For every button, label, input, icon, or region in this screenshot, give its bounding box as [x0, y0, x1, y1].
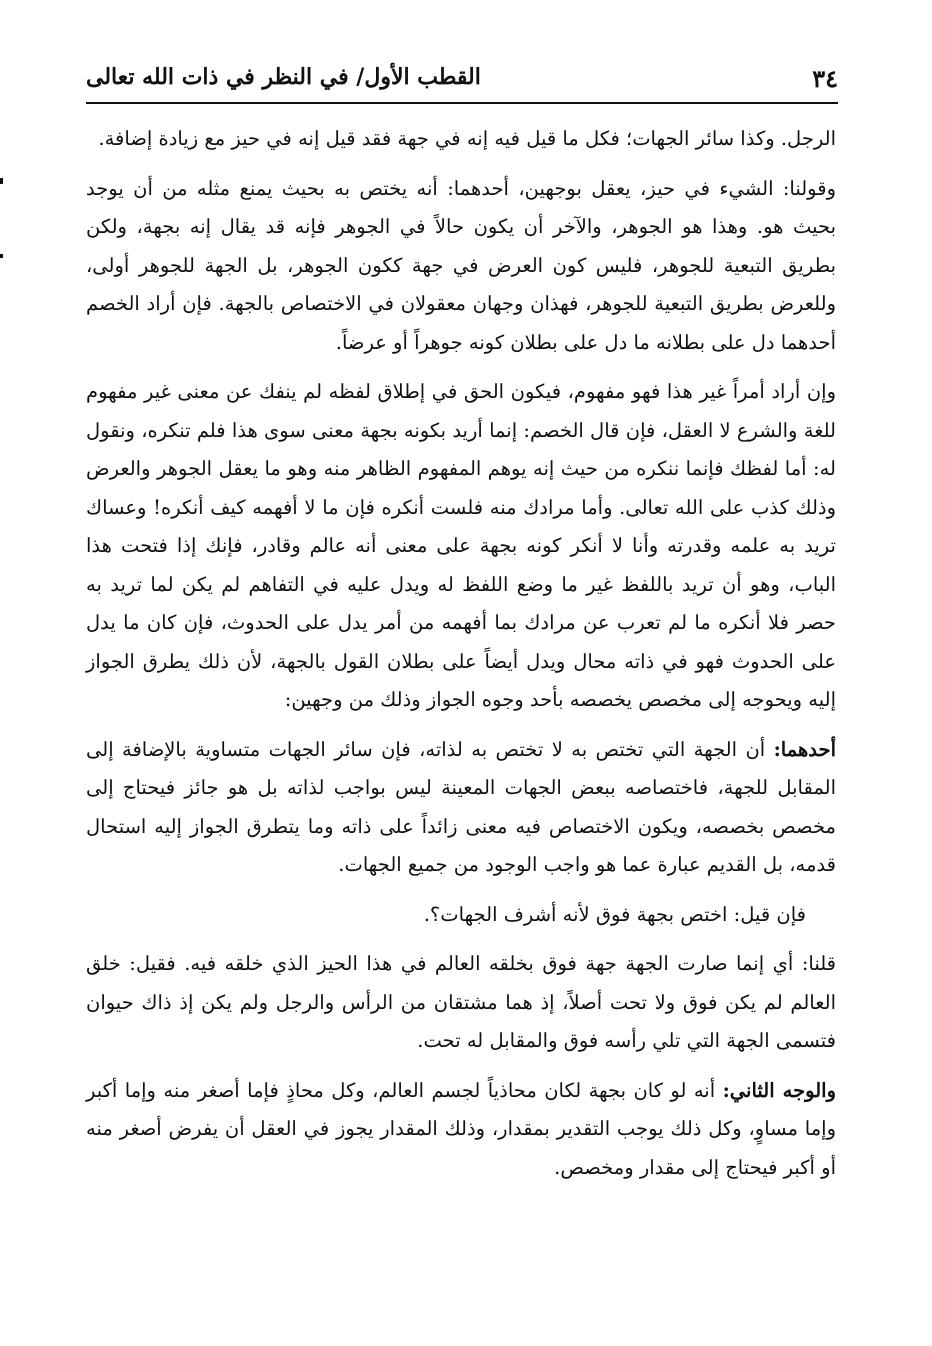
page-body: [86, 120, 836, 1198]
paragraph-4: [86, 731, 836, 885]
paragraph-text: الرجل. وكذا سائر الجهات؛ فكل ما قيل فيه إنه في جهة فقد قيل إنه في حيز مع زيادة إضافة.: [98, 127, 836, 150]
paragraph-3: [86, 373, 836, 720]
paragraph-7: [86, 1072, 836, 1188]
page-header: [86, 58, 838, 104]
paragraph-text: قلنا: أي إنما صارت الجهة جهة فوق بخلقه العالم في هذا الحيز الذي خلقه فيه. فقيل: خلق العالم لم يكن فوق ولا تحت أصلاً، إذ هما مشتقان من الرأس والرجل ولم يكن إذ ذاك حيوان فتسمى الجهة التي تلي رأسه فوق والمقابل له تحت.: [86, 952, 836, 1052]
paragraph-lead: والوجه الثاني:: [722, 1078, 837, 1102]
paragraph-text: وقولنا: الشيء في حيز، يعقل بوجهين، أحدهما: أنه يختص به بحيث يمنع مثله من أن يوجد بحيث هو. وهذا هو الجوهر، والآخر أن يكون حالاً في الجوهر فإنه قد يقال إنه بجهة، ولكن بطريق التبعية للجوهر، فليس كون العرض في جهة ككون الجوهر، بل الجهة للجوهر أولى، وللعرض بطريق التبعية للجوهر، فهذان وجهان معقولان في الاختصاص بالجهة. فإن أراد الخصم أحدهما دل على بطلانه ما دل على بطلان كونه جوهراً أو عرضاً.: [86, 176, 836, 354]
scan-edge-mark: [0, 254, 3, 258]
paragraph-text: فإن قيل: اختص بجهة فوق لأنه أشرف الجهات؟.: [423, 902, 806, 926]
paragraph-text: أن الجهة التي تختص به لا تختص به لذاته، فإن سائر الجهات متساوية بالإضافة إلى المقابل للجهة، فاختصاصه ببعض الجهات المعينة ليس بواجب لذاته بل هو جائز فيحتاج إلى مخصص بخصصه، ويكون الاختصاص فيه معنى زائداً على ذاته وما يتطرق الجواز إليه استحال قدمه، بل القديم عبارة عما هو واجب الوجود من جميع الجهات.: [86, 737, 836, 876]
paragraph-lead: أحدهما:: [773, 737, 837, 761]
paragraph-text: وإن أراد أمراً غير هذا فهو مفهوم، فيكون الحق في إطلاق لفظه لم ينفك عن معنى غير مفهوم للغة والشرع لا العقل، فإن قال الخصم: إنما أريد بكونه بجهة معنى سوى هذا فلم تنكره، ونقول له: أما لفظك فإنما ننكره من حيث إنه يوهم المفهوم الظاهر منه وهو ما يعقل الجوهر والعرض وذلك كذب على الله تعالى. وأما مرادك منه فلست أنكره فإن ما لا أفهمه كيف أنكره! وعساك تريد به علمه وقدرته وأنا لا أنكر كونه بجهة على معنى أنه عالم وقادر، فإنك إذا فتحت هذا الباب، وهو أن تريد باللفظ غير ما وضع اللفظ له ويدل عليه في التفاهم لم يكن لما تريد به حصر فلا أنكره ما لم تعرب عن مرادك بما أفهمه من أمر يدل على الحدوث، فإن كان ما يدل على الحدوث فهو في ذاته محال ويدل أيضاً على بطلان القول بالجهة، لأن ذلك يطرق الجواز إليه ويحوجه إلى مخصص يخصصه بأحد وجوه الجواز وذلك من وجهين:: [86, 380, 836, 711]
paragraph-1: [86, 120, 836, 159]
paragraph-5: [86, 896, 836, 935]
header-rule: [86, 102, 838, 104]
page-number: ٣٤: [812, 64, 838, 93]
paragraph-2: [86, 170, 836, 363]
running-title: القطب الأول/ في النظر في ذات الله تعالى: [86, 64, 481, 90]
scan-edge-mark: [0, 178, 3, 184]
paragraph-text: أنه لو كان بجهة لكان محاذياً لجسم العالم، وكل محاذٍ فإما أصغر منه وإما أكبر وإما مساوٍ، وكل ذلك يوجب التقدير بمقدار، وذلك المقدار يجوز في العقل أن يفرض أصغر منه أو أكبر فيحتاج إلى مقدار ومخصص.: [86, 1078, 836, 1179]
paragraph-6: [86, 945, 836, 1061]
